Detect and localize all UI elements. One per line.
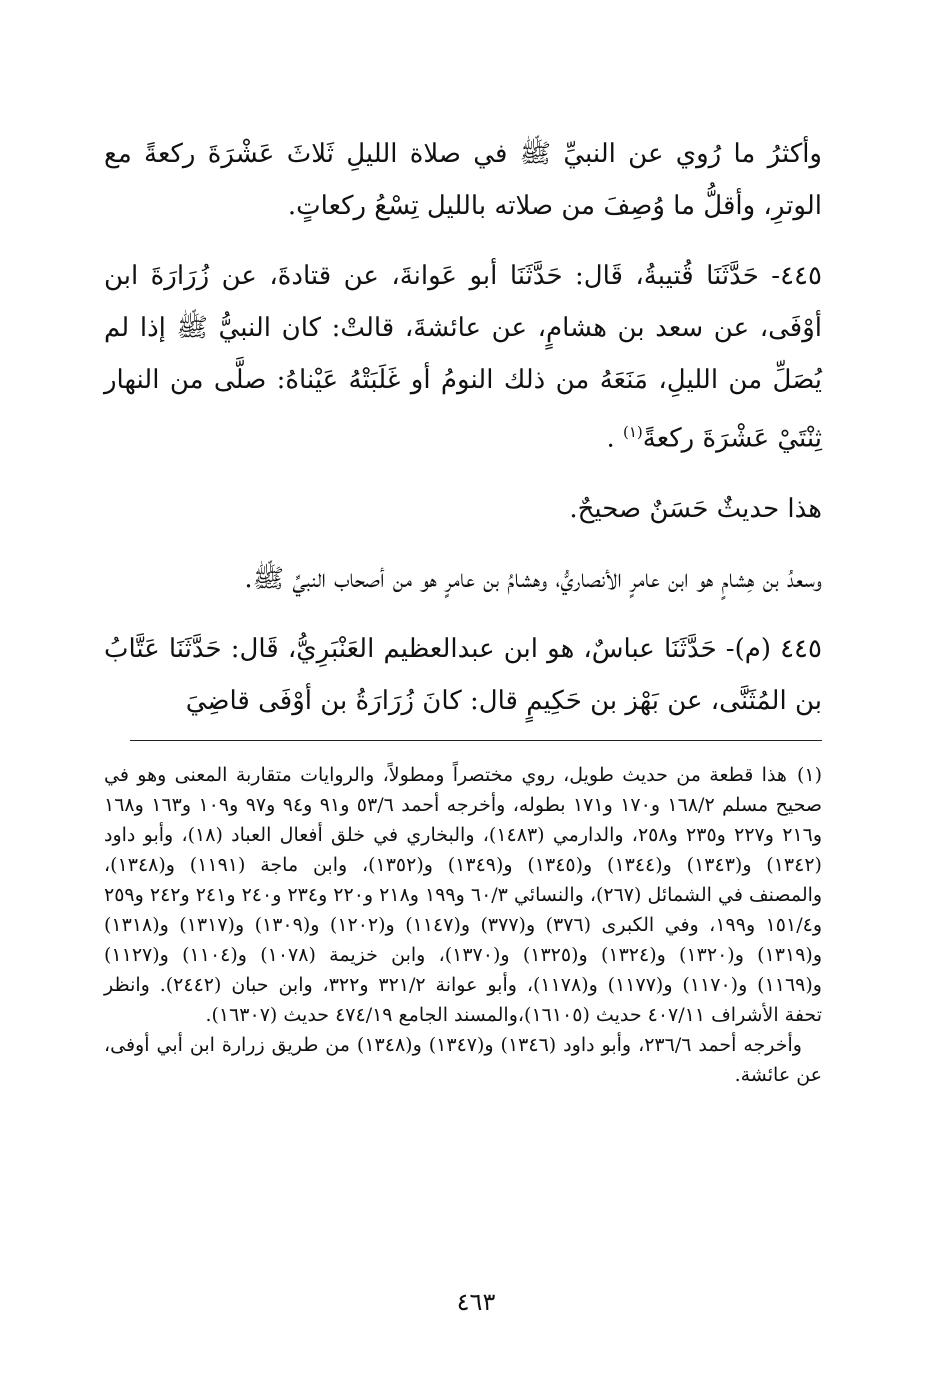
footnote-ref-1[interactable]: (١) bbox=[622, 423, 643, 441]
footnote-1-continuation: وأخرجه أحمد ٢٣٦/٦، وأبو داود (١٣٤٦) و(١٣٤٧) و(١٣٤٨) من طريق زرارة ابن أبي أوفى، عن عائشة. bbox=[104, 1034, 822, 1086]
paragraph-intro: وأكثرُ ما رُوي عن النبيِّ ﷺ في صلاة الليلِ ثَلاثَ عَشْرَةَ ركعةً مع الوترِ، وأقلُّ ما وُصِفَ من صلاته بالليل تِسْعُ ركعاتٍ. bbox=[104, 139, 822, 221]
footnote-separator bbox=[130, 740, 822, 741]
hadith-445 bbox=[104, 250, 822, 465]
footnote-1 bbox=[104, 760, 822, 1030]
grading-statement: هذا حديثٌ حَسَنٌ صحيحٌ. bbox=[569, 493, 822, 524]
narrator-note: وسعدُ بن هِشامٍ هو ابن عامرٍ الأنصاريُّ، وهشامُ بن عامرٍ هو من أصحاب النبيِّ ﷺ. bbox=[244, 563, 822, 594]
footnote-1-text: هذا قطعة من حديث طويل، روي مختصراً ومطولاً، والروايات متقاربة المعنى وهو في صحيح مسلم ١٦٨/٢ و١٧٠ و١٧١ بطوله، وأخرجه أحمد ٥٣/٦ و٩١ و٩٤ و٩٧ و١٠٩ و١٦٣ و١٦٨ و٢١٦ و٢٢٧ و٢٣٥ و٢٥٨، والدارمي (١٤٨٣)، والبخاري في خلق أفعال العباد (١٨)، وأبو داود (١٣٤٢) و(١٣٤٣) و(١٣٤٤) و(١٣٤٥) و(١٣٤٩) و(١٣٥٢)، وابن ماجة (١١٩١) و(١٣٤٨)، والمصنف في الشمائل (٢٦٧)، والنسائي ٦٠/٣ و١٩٩ و٢١٨ و٢٢٠ و٢٣٤ و٢٤٠ و٢٤١ و٢٤٢ و٢٥٩ و١٥١/٤ و١٩٩، وفي الكبرى (٣٧٦) و(٣٧٧) و(١١٤٧) و(١٢٠٢) و(١٣٠٩) و(١٣١٧) و(١٣١٨) و(١٣١٩) و(١٣٢٠) و(١٣٢٤) و(١٣٢٥) و(١٣٧٠)، وابن خزيمة (١٠٧٨) و(١١٠٤) و(١١٢٧) و(١١٦٩) و(١١٧٠) و(١١٧٧) و(١١٧٨)، وأبو عوانة ٣٢١/٢ و٣٢٢، وابن حبان (٢٤٤٢). وانظر تحفة الأشراف ٤٠٧/١١ حديث (١٦١٠٥)،والمسند الجامع ٤٧٤/١٩ حديث (١٦٣٠٧). bbox=[104, 764, 823, 1026]
hadith-445-end: . bbox=[606, 423, 615, 454]
hadith-445m: ٤٤٥ (م)- حَدَّثَنَا عباسٌ، هو ابن عبدالعظيم العَنْبَرِيُّ، قَال: حَدَّثَنَا عَتَّابُ بن المُثَنَّى، عن بَهْز بن حَكِيمٍ قال: كانَ زُرَارَةُ بن أوْفَى قاضِيَ bbox=[104, 633, 822, 716]
footnotes-section bbox=[104, 760, 822, 1090]
footnote-1-number: (١) bbox=[796, 764, 822, 786]
hadith-445-text: ٤٤٥- حَدَّثَنَا قُتيبةُ، قَال: حَدَّثَنَا أبو عَوانةَ، عن قتادةَ، عن زُرَارَةَ ابن أوْفَى، عن سعد بن هشامٍ، عن عائشةَ، قالتْ: كان النبيُّ ﷺ إذا لم يُصَلِّ من الليلِ، مَنَعَهُ من ذلك النومُ أو غَلَبَتْهُ عَيْناهُ: صلَّى من النهار ثِنْتَيْ عَشْرَةَ ركعةً bbox=[104, 261, 822, 454]
main-text bbox=[104, 128, 822, 751]
page-number: ٤٦٣ bbox=[456, 1288, 496, 1316]
